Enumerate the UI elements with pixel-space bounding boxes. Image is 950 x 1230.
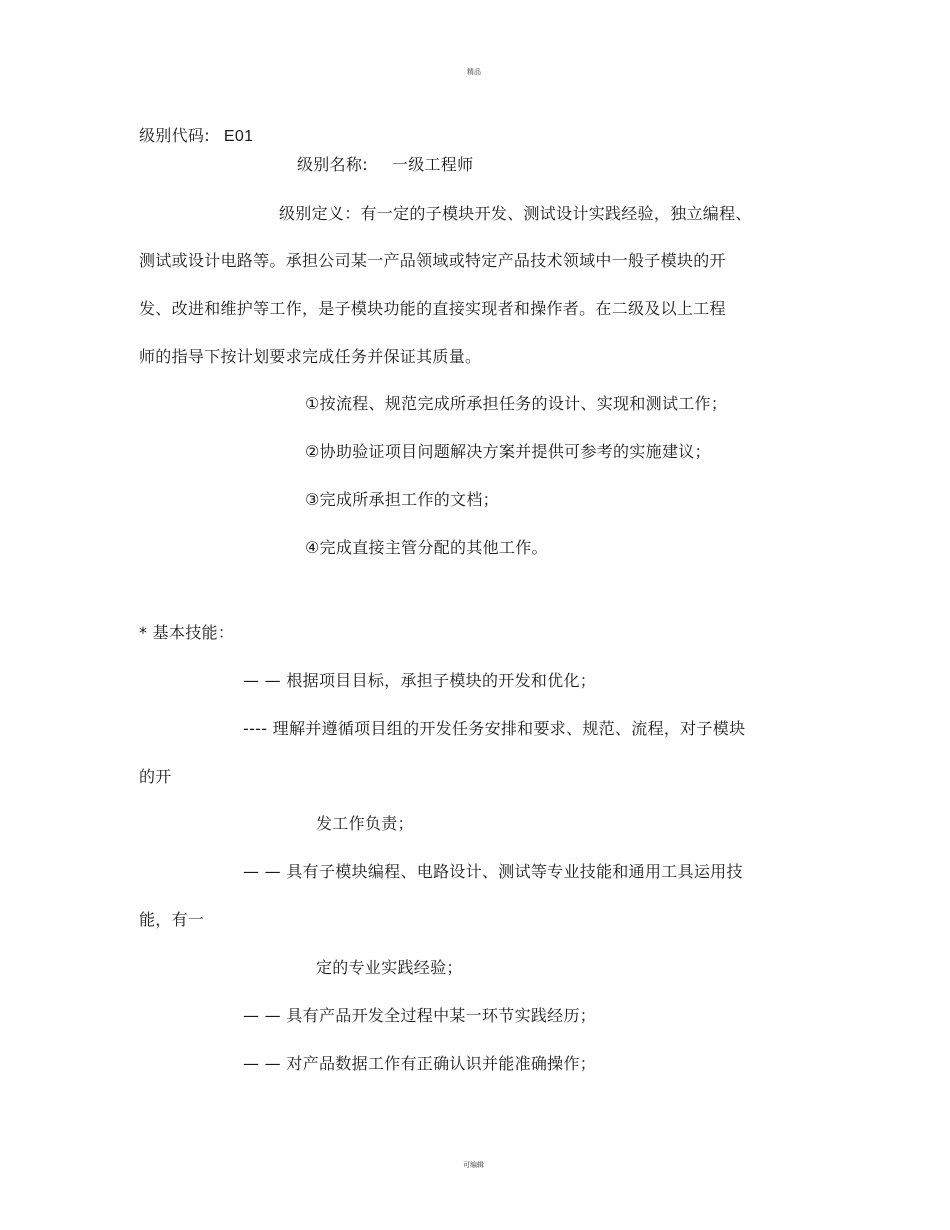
- level-name-value: 一级工程师: [391, 155, 474, 174]
- skill-item-2-line-1: ---- 理解并遵循项目组的开发任务安排和要求、规范、流程，对子模块: [243, 719, 746, 738]
- duty-item-2: ②协助验证项目问题解决方案并提供可参考的实施建议；: [305, 442, 711, 461]
- skill-item-3-line-1: — — 具有子模块编程、电路设计、测试等专业技能和通用工具运用技: [243, 862, 743, 881]
- skill-item-2-line-2: 的开: [139, 767, 172, 786]
- duty-item-3: ③完成所承担工作的文档；: [305, 490, 499, 509]
- definition-line-1: 级别定义：有一定的子模块开发、测试设计实践经验，独立编程、: [279, 204, 752, 223]
- skill-item-3-line-2: 能，有一: [139, 910, 205, 929]
- skill-item-2-line-3: 发工作负责；: [316, 814, 414, 833]
- skill-item-5: — — 对产品数据工作有正确认识并能准确操作；: [243, 1054, 597, 1073]
- skill-item-1: — — 根据项目目标，承担子模块的开发和优化；: [243, 671, 597, 690]
- definition-line-3: 发、改进和维护等工作，是子模块功能的直接实现者和操作者。在二级及以上工程: [139, 299, 726, 318]
- duty-item-1: ①按流程、规范完成所承担任务的设计、实现和测试工作；: [305, 394, 728, 413]
- level-name-label: 级别名称:: [297, 155, 368, 174]
- page-footer: 可编辑: [463, 1161, 484, 1169]
- level-code-row: [139, 126, 253, 147]
- skill-item-4: — — 具有产品开发全过程中某一环节实践经历；: [243, 1006, 597, 1025]
- level-code-label: 级别代码:: [139, 126, 210, 145]
- skill-item-3-line-3: 定的专业实践经验；: [316, 958, 463, 977]
- duty-item-4: ④完成直接主管分配的其他工作。: [305, 538, 548, 557]
- definition-line-2: 测试或设计电路等。承担公司某一产品领域或特定产品技术领域中一般子模块的开: [139, 251, 726, 270]
- page-header: 精品: [467, 68, 481, 76]
- definition-line-4: 师的指导下按计划要求完成任务并保证其质量。: [139, 347, 482, 366]
- skills-heading: * 基本技能：: [139, 623, 235, 642]
- level-name-row: [297, 155, 473, 175]
- level-code-value: E01: [223, 128, 254, 145]
